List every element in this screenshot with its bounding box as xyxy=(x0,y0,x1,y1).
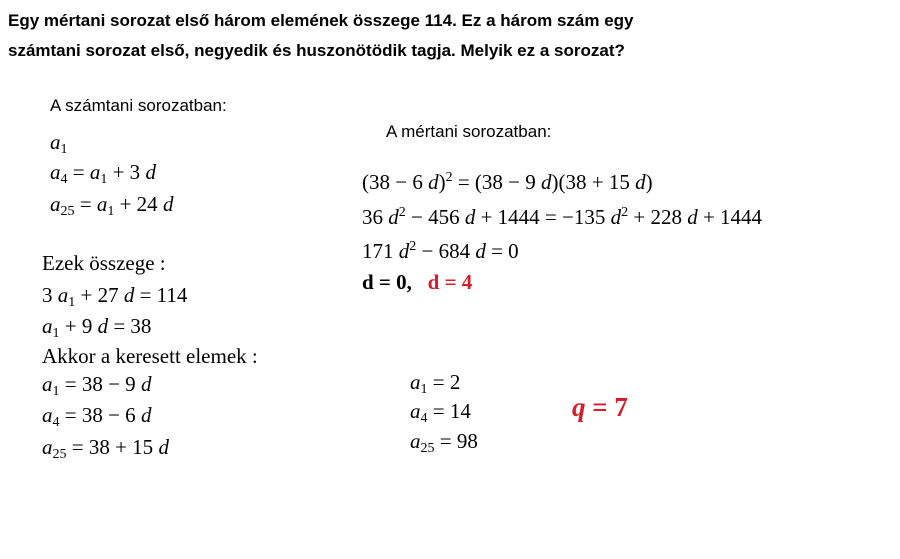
eq-sum-38: $a_1 + 9$ d = 38 xyxy=(42,314,152,341)
result-a25: $a_{25} = 98$ xyxy=(410,429,478,456)
eq-a4-expr: $a_4 = 38 - 6$ d xyxy=(42,403,152,430)
eq-a25-def: $a_{25} = a_1 + 24$ d xyxy=(50,192,174,219)
arithmetic-heading: A számtani sorozatban: xyxy=(50,96,227,115)
geometric-heading: A mértani sorozatban: xyxy=(386,122,552,141)
eq-a25-expr: $a_{25} = 38 + 15$ d xyxy=(42,435,169,462)
eq-d-solutions: d = 0, d = 4 xyxy=(362,270,473,294)
eq-a1: $a_1$ xyxy=(50,130,68,157)
result-ratio-q: q = 7 xyxy=(572,392,628,422)
eq-geometric-condition: (38 − 6 d)$^2$ = (38 − 9 d)(38 + 15 d) xyxy=(362,170,653,194)
problem-statement xyxy=(8,6,892,66)
problem-line-2: számtani sorozat első, negyedik és huszonötödik tagja. Melyik ez a sorozat? xyxy=(8,41,625,60)
eq-a4-def: $a_4 = a_1 + 3$ d xyxy=(50,160,156,187)
d-solution-4: d = 4 xyxy=(427,270,473,294)
result-a4: $a_4 = 14$ xyxy=(410,399,471,426)
result-a1: $a_1 = 2$ xyxy=(410,370,461,397)
eq-a1-expr: $a_1 = 38 - 9$ d xyxy=(42,372,152,399)
sum-label: Ezek összege : xyxy=(42,251,166,275)
elements-label: Akkor a keresett elemek : xyxy=(42,344,258,368)
eq-expanded: 36 $d^2 - 456$ d + 1444 = −135 $d^2 + 228$ d + 1444 xyxy=(362,205,763,229)
eq-sum-114: 3 $a_1 + 27$ d = 114 xyxy=(42,283,188,310)
eq-quadratic: 171 $d^2 - 684$ d = 0 xyxy=(362,239,519,263)
problem-line-1: Egy mértani sorozat első három elemének összege 114. Ez a három szám egy xyxy=(8,11,634,30)
